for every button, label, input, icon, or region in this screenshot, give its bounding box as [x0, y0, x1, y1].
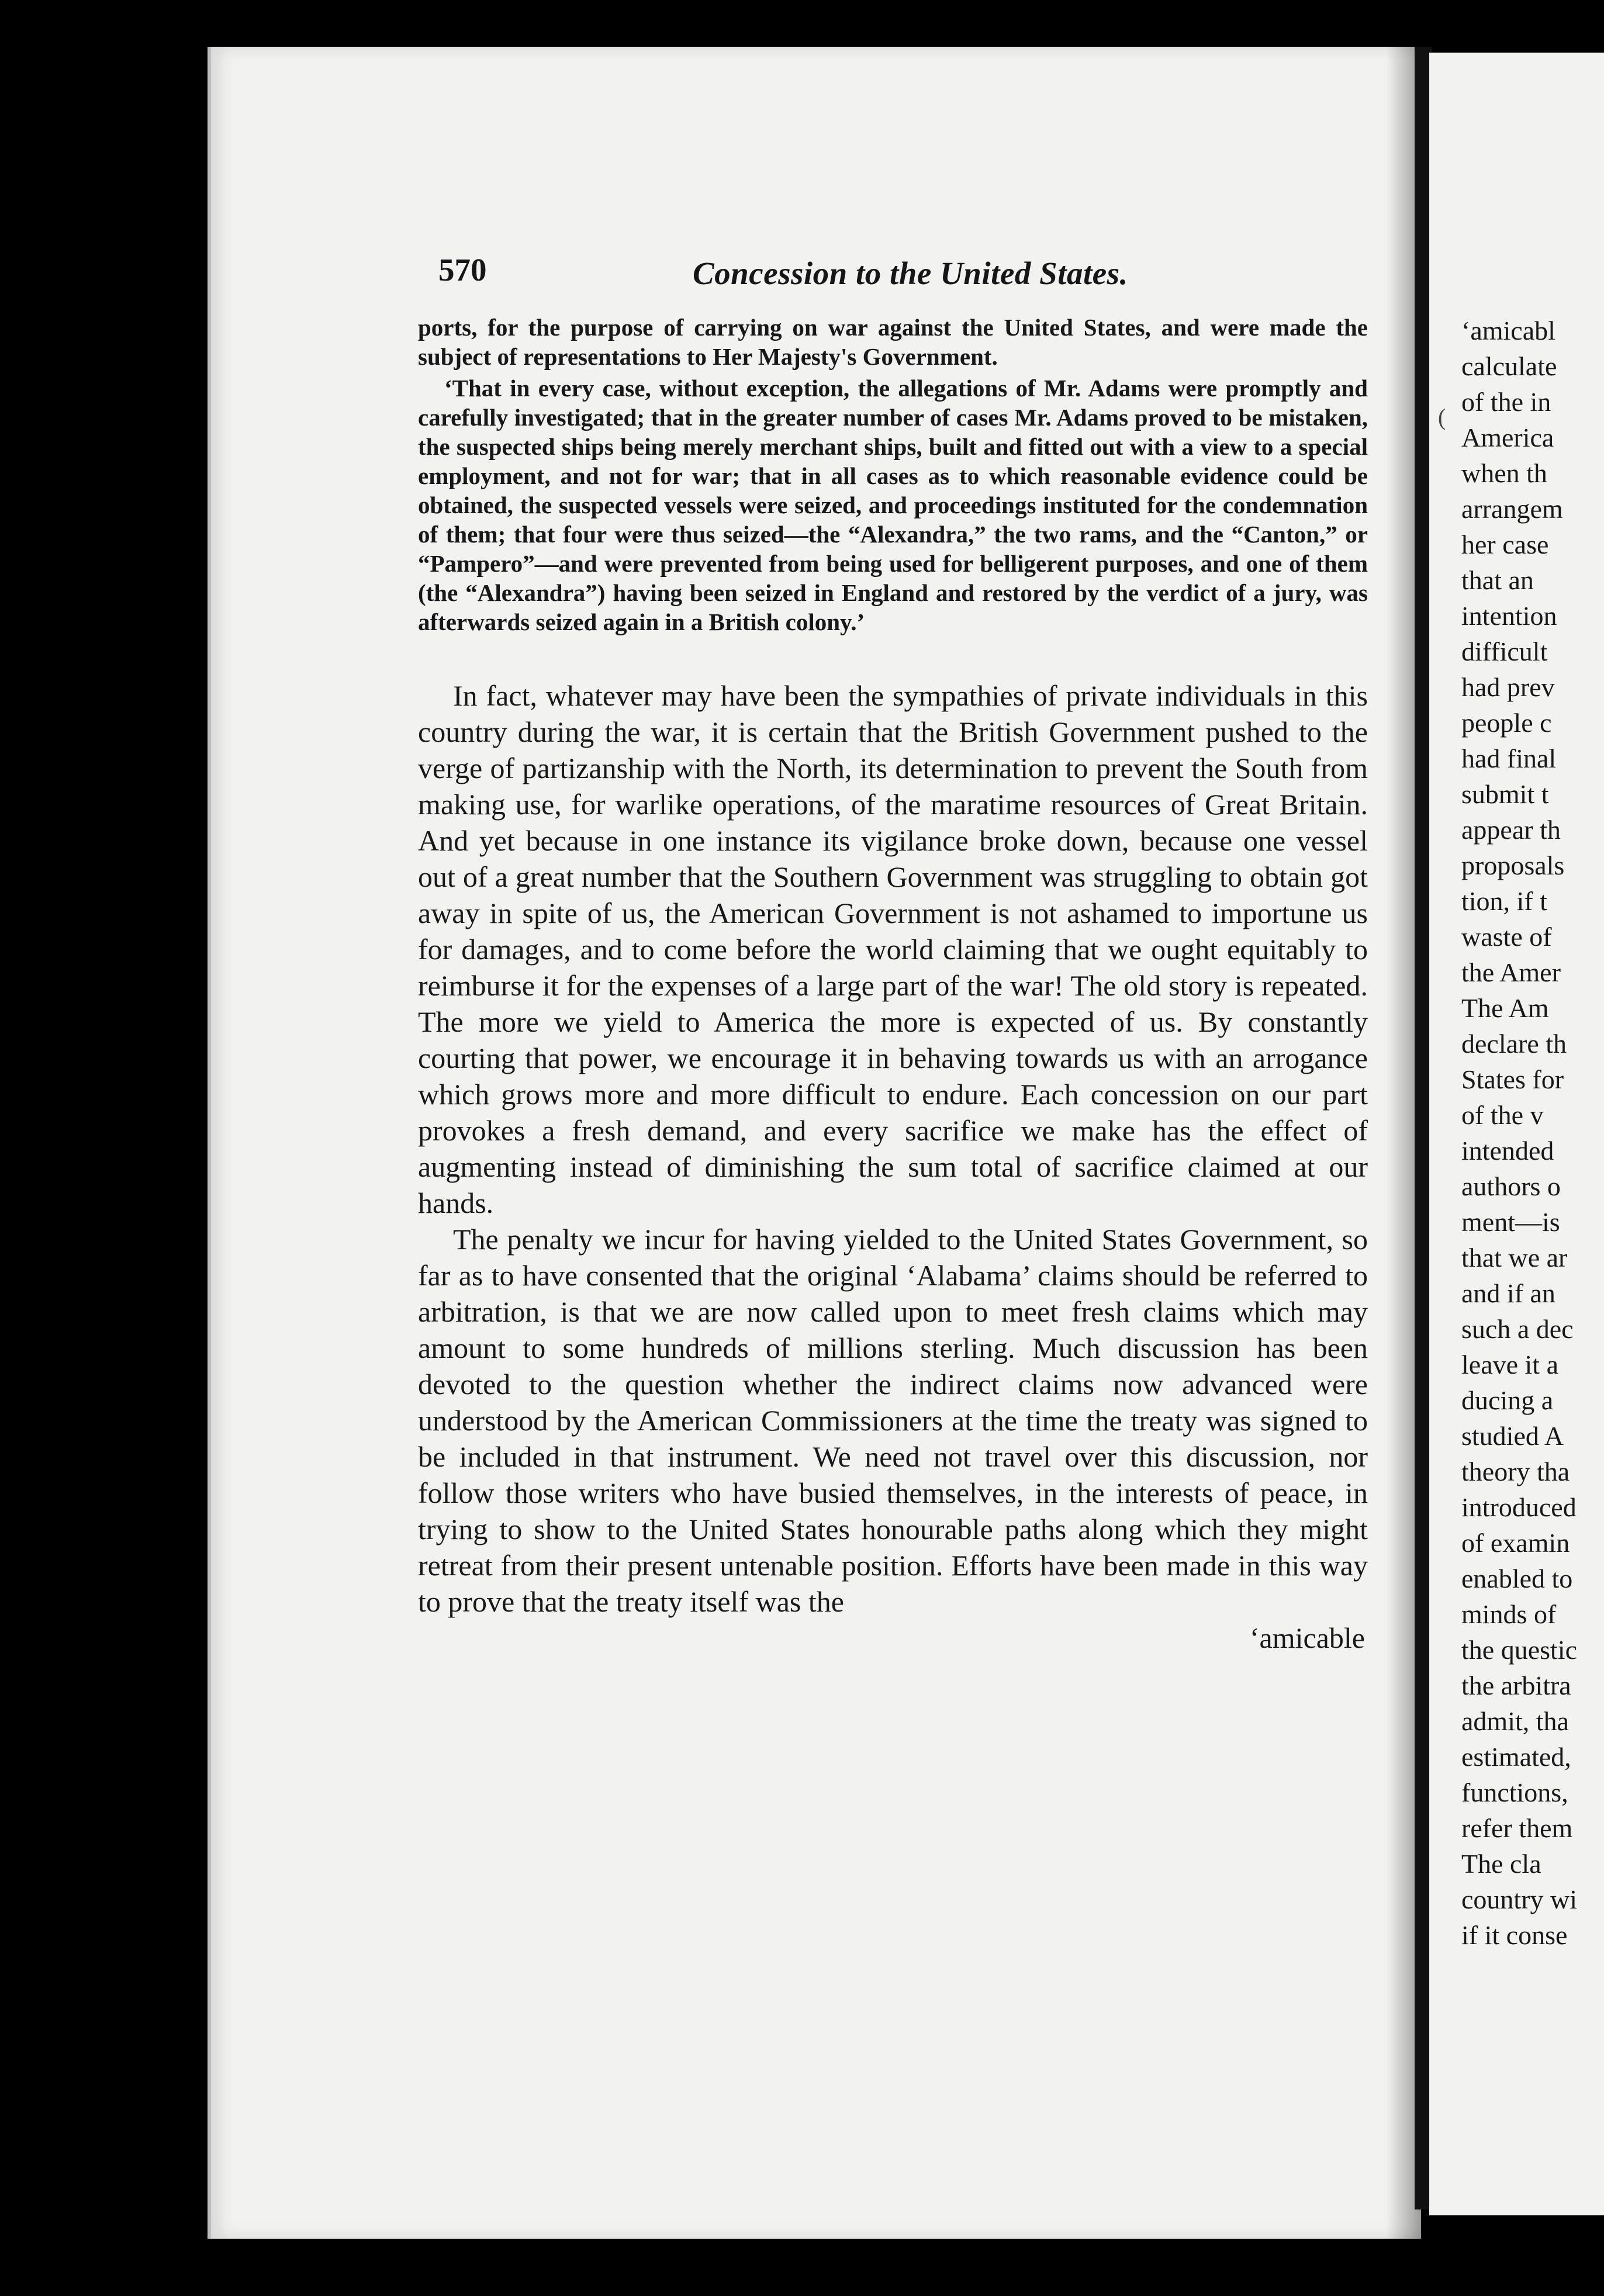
facing-line: intention — [1461, 601, 1557, 631]
facing-line: when th — [1461, 458, 1547, 488]
facing-line: refer them — [1461, 1813, 1573, 1843]
facing-line: that an — [1461, 565, 1534, 595]
facing-line: had final — [1461, 744, 1557, 773]
facing-line: the Amer — [1461, 957, 1561, 987]
facing-line: calculate — [1461, 351, 1557, 381]
facing-line: appear th — [1461, 815, 1561, 845]
facing-line: waste of — [1461, 922, 1552, 952]
catchword: ‘amicable — [1249, 1621, 1365, 1654]
facing-line: theory tha — [1461, 1457, 1570, 1486]
facing-line: intended — [1461, 1136, 1554, 1166]
quote-paragraph: ports, for the purpose of carrying on war against the United States, and were made the subject of representations to Her Majesty's Government. — [418, 314, 1368, 370]
facing-line: estimated, — [1461, 1742, 1571, 1772]
facing-line: such a dec — [1461, 1314, 1574, 1344]
facing-line: proposals — [1461, 850, 1565, 880]
facing-line: America — [1461, 423, 1554, 452]
facing-line: introduced — [1461, 1492, 1577, 1522]
facing-line: admit, tha — [1461, 1706, 1569, 1736]
facing-line: tion, if t — [1461, 886, 1547, 916]
facing-line: if it conse — [1461, 1920, 1568, 1950]
facing-line: ment—is — [1461, 1207, 1560, 1237]
facing-line: the arbitra — [1461, 1671, 1571, 1700]
quote-paragraph: ‘That in every case, without exception, the allegations of Mr. Adams were promptly and carefully investigated; that in the greater number of cases Mr. Adams proved to be mistaken, the suspected ships being merely merchant ships, built and fitted out with a view to a special employment, and not for war; that in all cases as to which reasonable evidence could be obtained, the suspected vessels were seized, and proceedings instituted for the condemnation of them; that four were thus seized—the “Alexandra,” the two rams, and the “Canton,” or “Pampero”—and were prevented from being used for belligerent purposes, and one of them (the “Alexandra”) having been seized in England and restored by the verdict of a jury, was afterwards seized again in a British colony.’ — [418, 375, 1368, 635]
facing-line: studied A — [1461, 1421, 1564, 1451]
facing-line: ducing a — [1461, 1385, 1554, 1415]
facing-line: of the v — [1461, 1100, 1544, 1130]
body-paragraph: The penalty we incur for having yielded to the United States Government, so far as to have consented that the original ‘Alabama’ claims should be referred to arbitration, is that we are now called upon to meet fresh claims which may amount to some hundreds of millions sterling. Much discussion has been devoted to the question whether the indirect claims now advanced were understood by the American Commissioners at the time the treaty was signed to be included in that instrument. We need not travel over this discussion, nor follow those writers who have busied themselves, in the interests of peace, in trying to show to the United States honourable paths along which they might retreat from their present untenable position. Efforts have been made in this way to prove that the treaty itself was the — [418, 1223, 1368, 1618]
main-text-column — [418, 313, 1368, 1656]
facing-line: States for — [1461, 1064, 1564, 1094]
facing-page-text — [1461, 313, 1604, 1953]
page-number: 570 — [438, 252, 487, 288]
facing-line: country wi — [1461, 1884, 1578, 1914]
facing-line: authors o — [1461, 1171, 1561, 1201]
facing-line: of the in — [1461, 387, 1551, 417]
facing-line: of examin — [1461, 1528, 1570, 1558]
facing-line: submit t — [1461, 779, 1549, 809]
facing-line: ‘amicabl — [1461, 316, 1555, 345]
facing-line: declare th — [1461, 1029, 1567, 1059]
facing-line: minds of — [1461, 1599, 1557, 1629]
running-title: Concession to the United States. — [693, 255, 1128, 291]
facing-line: functions, — [1461, 1778, 1568, 1807]
facing-line: The cla — [1461, 1849, 1541, 1879]
facing-line: The Am — [1461, 993, 1549, 1023]
facing-line: leave it a — [1461, 1350, 1559, 1379]
facing-line: enabled to — [1461, 1564, 1573, 1593]
body-paragraph: In fact, whatever may have been the sympathies of private individuals in this country during the war, it is certain that the British Government pushed to the verge of partizanship with the North, its determination to prevent the South from making use, for warlike operations, of the maratime resources of Great Britain. And yet because in one instance its vigilance broke down, because one vessel out of a great number that the Southern Government was struggling to obtain got away in spite of us, the American Government is not ashamed to importune us for damages, and to come before the world claiming that we ought equitably to reimburse it for the expenses of a large part of the war! The old story is repeated. The more we yield to America the more is expected of us. By constantly courting that power, we encourage it in behaving towards us with an arrogance which grows more and more difficult to endure. Each concession on our part provokes a fresh demand, and every sacrifice we make has the effect of augmenting instead of diminishing the sum total of sacrifice claimed at our hands. — [418, 679, 1368, 1219]
facing-line: had prev — [1461, 672, 1555, 702]
facing-line: people c — [1461, 708, 1552, 738]
facing-line: her case — [1461, 530, 1549, 559]
facing-line: and if an — [1461, 1278, 1555, 1308]
facing-line: the questic — [1461, 1635, 1577, 1665]
facing-line: difficult — [1461, 637, 1548, 666]
facing-line: arrangem — [1461, 494, 1563, 524]
facing-line: that we ar — [1461, 1243, 1568, 1273]
margin-mark: ( — [1438, 404, 1446, 430]
